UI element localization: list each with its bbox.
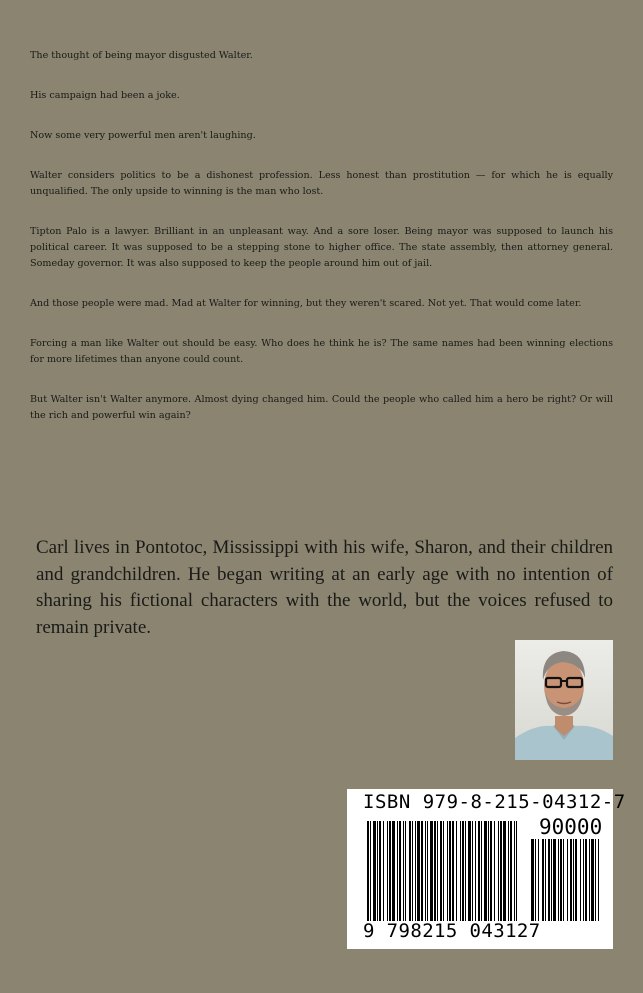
barcode-bar	[488, 821, 489, 921]
barcode-bar	[462, 821, 464, 921]
author-bio-text: Carl lives in Pontotoc, Mississippi with his wife, Sharon, and their children and grandchildren. He began writing at an early age with no intention of sharing his fictional characters with the world, but the voices refused to remain private.	[36, 537, 613, 638]
barcode-bar	[373, 821, 376, 921]
barcode-bar	[440, 821, 442, 921]
barcode-bar	[591, 839, 594, 921]
barcode-bar	[409, 821, 411, 921]
barcode-bar	[531, 839, 534, 921]
isbn-barcode	[347, 789, 626, 949]
barcode-bar	[498, 821, 499, 921]
blurb-paragraph-6: And those people were mad. Mad at Walter for winning, but they weren't scared. Not yet. That would come later.	[30, 298, 582, 309]
barcode-bar	[417, 821, 420, 921]
back-cover-blurb	[30, 48, 613, 448]
barcode-bar	[430, 821, 433, 921]
barcode-bar	[560, 839, 562, 921]
barcode-bar	[449, 821, 451, 921]
barcode-bar	[367, 821, 369, 921]
barcode-bar	[481, 821, 482, 921]
barcode-bar	[465, 821, 466, 921]
price-addon-code: 90000	[539, 815, 603, 839]
barcode-bar	[580, 839, 581, 921]
blurb-paragraph-3: Now some very powerful men aren't laughing.	[30, 130, 256, 141]
barcode-bar	[542, 839, 544, 921]
barcode-bar	[405, 821, 406, 921]
barcode-bar	[379, 821, 381, 921]
barcode-bar	[583, 839, 584, 921]
barcode-bar	[447, 821, 448, 921]
barcode-bar	[494, 821, 495, 921]
barcode-bar	[563, 839, 564, 921]
barcode-bar	[415, 821, 416, 921]
barcode-bar	[456, 821, 457, 921]
barcode-bar	[558, 839, 559, 921]
barcode-bar	[397, 821, 398, 921]
barcode-bar	[516, 821, 517, 921]
barcode-bar	[535, 839, 536, 921]
barcode-digits: 9 798215 043127	[363, 920, 541, 942]
barcode-bar	[570, 839, 572, 921]
barcode-bar	[460, 821, 461, 921]
barcode-bar	[545, 839, 546, 921]
barcode-bar	[598, 839, 599, 921]
barcode-bar	[553, 839, 556, 921]
barcode-bar	[387, 821, 388, 921]
barcode-bar	[538, 839, 539, 921]
blurb-paragraph-2: His campaign had been a joke.	[30, 90, 180, 101]
blurb-paragraph-1: The thought of being mayor disgusted Walter.	[30, 50, 253, 61]
blurb-paragraph-7: Forcing a man like Walter out should be easy. Who does he think he is? The same names had been winning elections for more lifetimes than anyone could count.	[30, 338, 613, 365]
barcode-bar	[484, 821, 487, 921]
barcode-bar	[421, 821, 423, 921]
blurb-paragraph-4: Walter considers politics to be a dishonest profession. Less honest than prostitution — for which he is equally unqualified. The only upside to winning is the man who lost.	[30, 170, 613, 197]
barcode-bar	[595, 839, 596, 921]
blurb-paragraph-5: Tipton Palo is a lawyer. Brilliant in an unpleasant way. And a sore loser. Being mayor was supposed to launch his political career. It was supposed to be a stepping stone to higher office. The state assembly, then attorney general. Someday governor. It was also supposed to keep the people around him out of jail.	[30, 226, 613, 269]
barcode-bar	[589, 839, 590, 921]
barcode-bar	[370, 821, 371, 921]
barcode-bar	[508, 821, 509, 921]
barcode-bar	[399, 821, 401, 921]
author-photo	[515, 640, 613, 760]
barcode-bar	[514, 821, 515, 921]
barcode-bar	[551, 839, 552, 921]
barcode-bar	[573, 839, 574, 921]
barcode-bar	[585, 839, 587, 921]
barcode-bar	[377, 821, 378, 921]
barcode-bar	[510, 821, 512, 921]
barcode-bar	[500, 821, 502, 921]
blurb-paragraph-8: But Walter isn't Walter anymore. Almost dying changed him. Could the people who called him a hero be right? Or will the rich and powerful win again?	[30, 394, 613, 421]
barcode-bar	[567, 839, 568, 921]
barcode-bar	[472, 821, 473, 921]
barcode-bar	[503, 821, 506, 921]
barcode-bar	[412, 821, 413, 921]
barcode-bar	[434, 821, 436, 921]
barcode-bar	[425, 821, 426, 921]
isbn-label: ISBN 979-8-215-04312-7	[363, 791, 626, 813]
barcode-bar	[403, 821, 404, 921]
barcode-bar	[392, 821, 395, 921]
barcode-bar	[478, 821, 480, 921]
barcode-bar	[575, 839, 577, 921]
barcode-bar	[468, 821, 471, 921]
barcode-bar	[452, 821, 454, 921]
barcode-bar	[490, 821, 492, 921]
barcode-bar	[548, 839, 550, 921]
barcode-bar	[383, 821, 384, 921]
barcode-bar	[437, 821, 438, 921]
author-photo-illustration	[515, 640, 613, 760]
barcode-bar	[389, 821, 391, 921]
author-bio	[36, 535, 613, 641]
barcode-bar	[443, 821, 444, 921]
barcode-bar	[427, 821, 428, 921]
barcode-bar	[475, 821, 476, 921]
